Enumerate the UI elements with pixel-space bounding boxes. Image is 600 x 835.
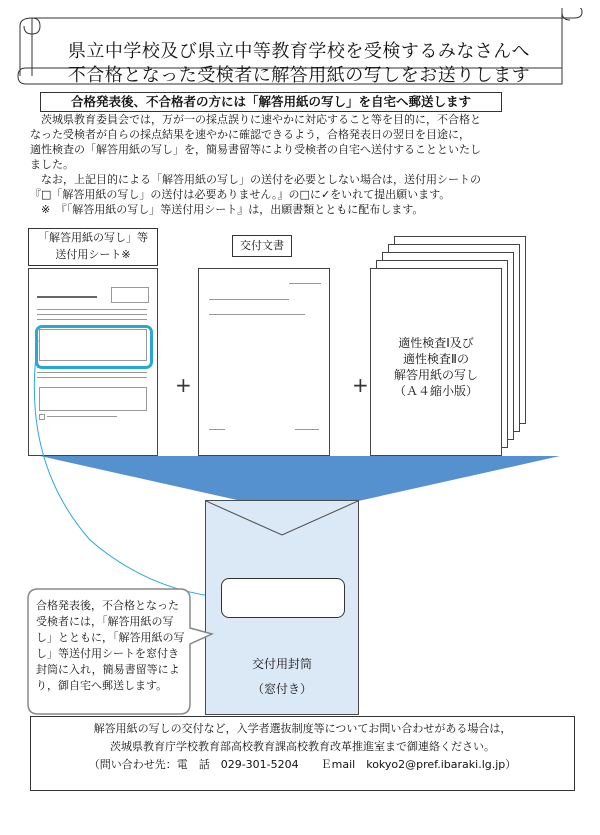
plus-sign: + — [175, 373, 192, 397]
contact-line3: （問い合わせ先：電 話 029-301-5204 Ｅmail kokyo2@pref.ibaraki.lg.jp） — [88, 758, 517, 771]
page-title-line1: 県立中学校及び県立中等教育学校を受検するみなさんへ — [67, 41, 531, 62]
callout-text: 合格発表後，不合格となった受検者には，「解答用紙の写し」とともに，「解答用紙の写し」等送付用シートを窓付き封筒に入れ，簡易書留等により，御自宅へ郵送します。 — [36, 599, 185, 692]
envelope-sublabel: （窓付き） — [251, 682, 312, 696]
sheet-label-line1: 「解答用紙の写し」等 — [38, 231, 148, 244]
body-p1-line: 茨城県教育委員会では，万が一の採点誤りに速やかに対応すること等を目的に，不合格と — [30, 113, 481, 126]
envelope-flap-icon — [206, 501, 358, 541]
contact-line2: 茨城県教育庁学校教育部高校教育課高校教育改革推進室まで御連絡ください。 — [110, 740, 495, 753]
envelope-label: 交付用封筒 — [251, 657, 312, 671]
body-p2-line: なお，上記目的による「解答用紙の写し」の送付を必要としない場合は，送付用シートの — [30, 173, 481, 186]
body-p1-line: 適性検査の「解答用紙の写し」を，簡易書留等により受検者の自宅へ送付することといたし — [30, 143, 481, 156]
answer-sheet-copy — [370, 268, 502, 456]
answer-sheet-line1: 適性検査Ⅰ及び — [398, 336, 474, 350]
contact-line1: 解答用紙の写しの交付など，入学者選抜制度等についてお問い合わせがある場合は， — [93, 722, 512, 735]
sheet-label — [28, 228, 158, 266]
page-title-line2: 不合格となった受検者に解答用紙の写しをお送りします — [67, 65, 531, 86]
sheet-label-line2: 送付用シート※ — [55, 248, 131, 261]
answer-sheet-line2: 適性検査Ⅱの — [403, 352, 469, 366]
envelope-window — [221, 578, 345, 618]
plus-sign: + — [352, 373, 369, 397]
envelope — [205, 500, 359, 715]
body-p1-line: ました。 — [30, 158, 74, 171]
body-note: ※ 『「解答用紙の写し」等送付用シート』は，出願書類とともに配布します。 — [30, 203, 424, 216]
title-banner — [14, 8, 584, 86]
body-text — [30, 112, 570, 217]
contact-box — [30, 716, 575, 791]
answer-sheet-line4: （Ａ４縮小版） — [393, 384, 478, 398]
connector-curve — [0, 330, 240, 610]
body-p2-line: 『□「解答用紙の写し」の送付は必要ありません。』の□に✓をいれて提出願います。 — [30, 188, 451, 201]
headline: 合格発表後、不合格者の方には「解答用紙の写し」を自宅へ郵送します — [40, 92, 502, 112]
answer-sheet-line3: 解答用紙の写し — [393, 368, 478, 382]
body-p1-line: なった受検者が自らの採点結果を速やかに確認できるよう，合格発表日の翌日を目途に， — [30, 128, 470, 141]
notice-label: 交付文書 — [232, 235, 292, 257]
